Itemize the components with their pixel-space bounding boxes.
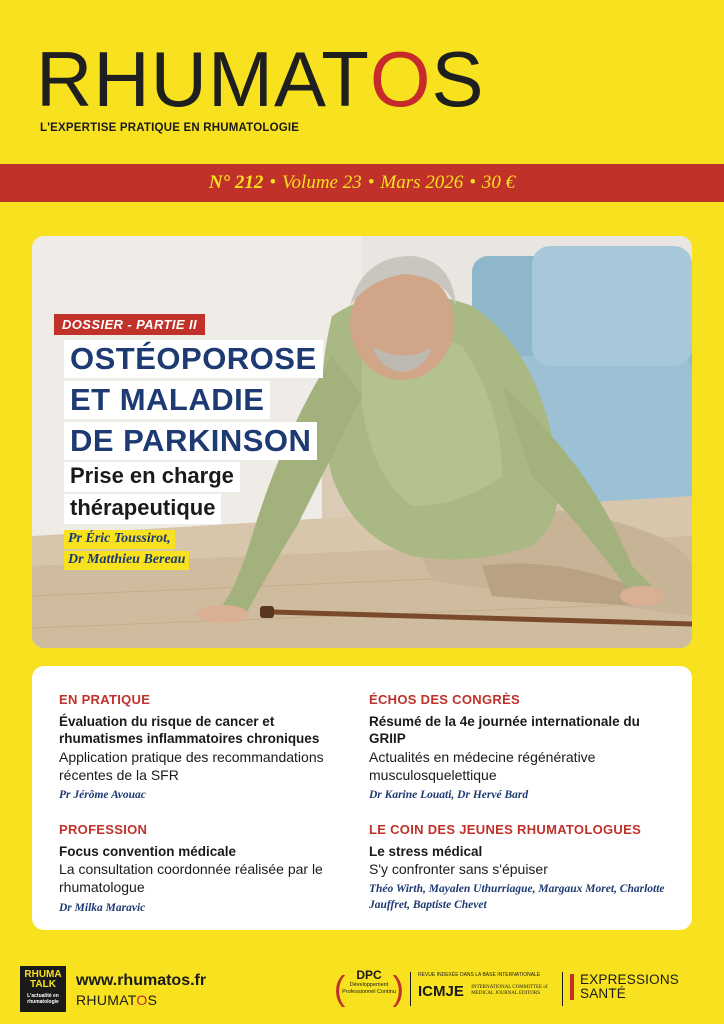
separator: • [469, 172, 476, 193]
badge-line: TALK [30, 979, 56, 990]
issue-price: 30 € [481, 172, 516, 193]
icmje-full-name: INTERNATIONAL COMMITTEE of MEDICAL JOURNAL EDITORS [471, 985, 548, 996]
logo-text-end: S [431, 35, 485, 123]
article-title: Le stress médical [369, 844, 483, 859]
logo-text: RHUMAT [36, 35, 370, 123]
cover-title-line: DE PARKINSON [64, 422, 317, 460]
dpc-title: DPC [356, 968, 382, 982]
publisher-line: EXPRESSIONS [580, 972, 679, 987]
publisher-bar-icon [570, 974, 574, 1000]
logo-text: RHUMAT [76, 992, 137, 1008]
publisher-line: SANTÉ [580, 986, 627, 1002]
contents-section [59, 692, 359, 803]
website-link[interactable]: www.rhumatos.fr [76, 972, 207, 989]
issue-band [0, 164, 724, 202]
article-description: La consultation coordonnée réalisée par le rhumatologue [59, 861, 323, 896]
cover-title-line: ET MALADIE [64, 381, 270, 419]
issue-date: Mars 2026 [380, 172, 464, 193]
divider [562, 972, 563, 1006]
article-title: Focus convention médicale [59, 844, 237, 859]
separator: • [269, 172, 277, 193]
article-description: Application pratique des recommandations récentes de la SFR [59, 748, 324, 783]
cover-subtitle-line: thérapeutique [64, 494, 221, 524]
contents-panel [32, 666, 692, 930]
icmje-caption: REVUE INDEXÉE DANS LA BASE INTERNATIONALE [418, 972, 541, 978]
badge-small-text: L'actualité en rhumatologie [27, 993, 59, 1005]
logo-text-end: S [147, 992, 158, 1008]
dpc-logo [334, 968, 404, 1008]
icmje-logo [418, 972, 558, 1001]
article-title: Résumé de la 4e journée internationale du GRIIP [369, 714, 640, 747]
rhuma-talk-badge[interactable] [20, 966, 66, 1012]
article-authors: Théo Wirth, Mayalen Uthurriague, Margaux Moret, Charlotte Jauffret, Baptiste Chevet [369, 883, 665, 911]
badge-line: RHUMA [24, 969, 62, 980]
issue-number: N° 212 [208, 172, 264, 193]
issue-volume: Volume 23 [282, 172, 362, 193]
cover-title-line: OSTÉOPOROSE [64, 340, 323, 378]
section-heading: ÉCHOS DES CONGRÈS [369, 692, 521, 707]
article-description: Actualités en médecine régénérative musculosquelettique [369, 748, 596, 783]
section-heading: EN PRATIQUE [59, 692, 151, 707]
dossier-tag: DOSSIER - PARTIE II [54, 314, 205, 335]
cover-authors [64, 530, 189, 572]
contents-section [369, 822, 679, 913]
article-description: S'y confronter sans s'épuiser [369, 861, 548, 878]
cover-subtitle [64, 462, 240, 526]
footer [0, 960, 724, 1024]
cover-subtitle-line: Prise en charge [64, 462, 240, 492]
contents-section [59, 822, 359, 916]
publisher-name [580, 973, 679, 1001]
logo-o-letter: O [136, 992, 148, 1008]
logo-o-letter: O [369, 35, 432, 123]
masthead [36, 22, 700, 134]
bracket-right-icon: ) [392, 970, 404, 1008]
section-heading: PROFESSION [59, 822, 148, 837]
cover-author-line: Pr Éric Toussirot, [64, 530, 175, 549]
dpc-subtitle: Développement Professionnel Continu [342, 982, 396, 995]
journal-tagline: L'EXPERTISE PRATIQUE EN RHUMATOLOGIE [40, 122, 300, 134]
cover-author-line: Dr Matthieu Bereau [64, 551, 189, 570]
journal-logo [36, 35, 485, 123]
section-heading: LE COIN DES JEUNES RHUMATOLOGUES [369, 822, 642, 837]
separator: • [367, 172, 375, 193]
cover-title [64, 340, 323, 463]
article-authors: Pr Jérôme Avouac [59, 788, 146, 801]
article-authors: Dr Milka Maravic [59, 901, 146, 914]
bracket-left-icon: ( [334, 970, 346, 1008]
contents-section [369, 692, 679, 803]
icmje-name: ICMJE [418, 983, 464, 1000]
divider [410, 972, 411, 1006]
article-authors: Dr Karine Louati, Dr Hervé Bard [369, 788, 529, 801]
article-title: Évaluation du risque de cancer et rhumatismes inflammatoires chroniques [59, 714, 320, 747]
footer-logo [76, 992, 157, 1008]
